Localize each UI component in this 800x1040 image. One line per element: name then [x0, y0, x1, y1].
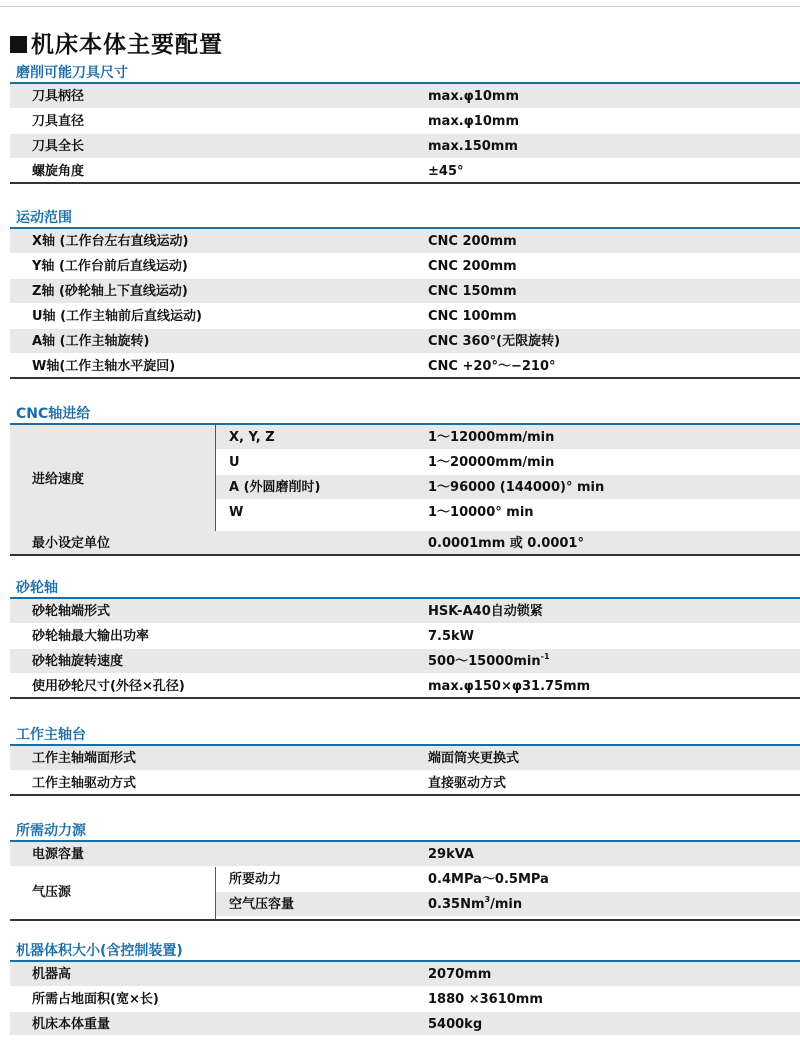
row-value: ±45°	[428, 164, 464, 179]
feed-speed-group	[10, 425, 800, 531]
group-label: 气压源	[32, 885, 72, 900]
row-label: 最小设定单位	[32, 536, 111, 551]
table-row	[10, 329, 800, 354]
table-row	[10, 109, 800, 134]
row-label: Z轴 (砂轮轴上下直线运动)	[32, 284, 188, 299]
row-value: 7.5kW	[428, 629, 475, 644]
row-value: 0.35Nm$^3$/min	[428, 895, 523, 912]
table-row	[216, 475, 800, 500]
row-label: W轴(工作主轴水平旋回)	[32, 359, 176, 374]
row-label: U轴 (工作主轴前后直线运动)	[32, 309, 202, 324]
table-row	[216, 867, 800, 892]
row-value: max.φ10mm	[428, 89, 519, 104]
section-work-spindle	[10, 724, 800, 796]
table-row	[10, 674, 800, 699]
section-cnc-feed	[10, 403, 800, 556]
row-sublabel: X, Y, Z	[229, 430, 275, 445]
row-value: 1～20000mm/min	[428, 455, 555, 470]
row-label: 砂轮轴最大输出功率	[32, 629, 150, 644]
row-label: Y轴 (工作台前后直线运动)	[32, 259, 188, 274]
row-label: 刀具直径	[32, 114, 85, 129]
table-row	[216, 500, 800, 525]
row-value: 直接驱动方式	[428, 776, 507, 791]
table-row	[10, 279, 800, 304]
row-value: 1～10000° min	[428, 505, 534, 520]
section-title: 运动范围	[10, 207, 800, 229]
group-label: 进给速度	[32, 472, 85, 487]
row-value: 1880 ×3610mm	[428, 992, 543, 1007]
section-tool-size	[10, 62, 800, 184]
row-value: max.φ150×φ31.75mm	[428, 679, 591, 694]
table-row	[216, 450, 800, 475]
row-value: CNC 200mm	[428, 259, 517, 274]
row-label: 砂轮轴端形式	[32, 604, 111, 619]
top-rule	[0, 6, 800, 7]
row-value: CNC 150mm	[428, 284, 517, 299]
row-value: 0.0001mm 或 0.0001°	[428, 536, 584, 551]
table-row	[216, 425, 800, 450]
air-pressure-group	[10, 867, 800, 921]
row-value: CNC +20°～−210°	[428, 359, 556, 374]
table-row	[216, 892, 800, 917]
row-label: 砂轮轴旋转速度	[32, 654, 124, 669]
row-value: 端面筒夹更换式	[428, 751, 520, 766]
row-value: max.φ10mm	[428, 114, 519, 129]
section-title: 工作主轴台	[10, 724, 800, 746]
row-label: 使用砂轮尺寸(外径×孔径)	[32, 679, 185, 694]
table-row	[10, 159, 800, 184]
row-value: 2070mm	[428, 967, 492, 982]
section-title: CNC轴进给	[10, 403, 800, 425]
row-label: 刀具全长	[32, 139, 85, 154]
row-label: 机床本体重量	[32, 1017, 111, 1032]
table-row	[10, 624, 800, 649]
table-row	[10, 304, 800, 329]
table-row	[10, 746, 800, 771]
page-title	[10, 26, 223, 59]
table-row	[10, 987, 800, 1012]
row-label: 电源容量	[32, 847, 85, 862]
row-value: max.150mm	[428, 139, 518, 154]
section-title: 砂轮轴	[10, 577, 800, 599]
row-label: A轴 (工作主轴旋转)	[32, 334, 150, 349]
row-label: 螺旋角度	[32, 164, 85, 179]
row-label: 刀具柄径	[32, 89, 85, 104]
table-row	[10, 1012, 800, 1036]
row-value: 29kVA	[428, 847, 474, 862]
section-wheel-spindle	[10, 577, 800, 699]
section-title: 所需动力源	[10, 820, 800, 842]
row-value: CNC 200mm	[428, 234, 517, 249]
row-value: HSK-A40自动锁紧	[428, 604, 543, 619]
table-row	[10, 649, 800, 674]
table-row	[10, 599, 800, 624]
section-title: 磨削可能刀具尺寸	[10, 62, 800, 84]
row-label: 所需占地面积(宽×长)	[32, 992, 159, 1007]
row-sublabel: A (外圆磨削时)	[229, 480, 321, 495]
section-motion-range	[10, 207, 800, 379]
row-label: 机器高	[32, 967, 72, 982]
row-label: 工作主轴端面形式	[32, 751, 137, 766]
row-sublabel: 空气压容量	[229, 897, 295, 912]
table-row	[10, 84, 800, 109]
table-row	[10, 254, 800, 279]
square-bullet-icon	[10, 36, 27, 53]
row-value: 5400kg	[428, 1017, 483, 1032]
row-value: 1～12000mm/min	[428, 430, 555, 445]
table-row	[10, 531, 800, 556]
section-power-source	[10, 820, 800, 920]
page-title-text: 机床本体主要配置	[31, 32, 223, 58]
row-value: CNC 100mm	[428, 309, 517, 324]
row-value: 0.4MPa～0.5MPa	[428, 872, 549, 887]
section-title: 机器体积大小(含控制装置)	[10, 940, 800, 962]
section-machine-size	[10, 940, 800, 1036]
table-row	[10, 962, 800, 987]
row-sublabel: W	[229, 505, 244, 520]
row-value: 1～96000 (144000)° min	[428, 480, 605, 495]
row-value: $500\sim 15000\min^{-1}$	[428, 652, 550, 669]
row-label: 工作主轴驱动方式	[32, 776, 137, 791]
table-row	[10, 134, 800, 159]
row-label: X轴 (工作台左右直线运动)	[32, 234, 189, 249]
row-sublabel: 所要动力	[229, 872, 282, 887]
table-row	[10, 842, 800, 867]
row-value: CNC 360°(无限旋转)	[428, 334, 561, 349]
row-sublabel: U	[229, 455, 240, 470]
table-row	[10, 771, 800, 796]
table-row	[10, 354, 800, 379]
table-row	[10, 229, 800, 254]
